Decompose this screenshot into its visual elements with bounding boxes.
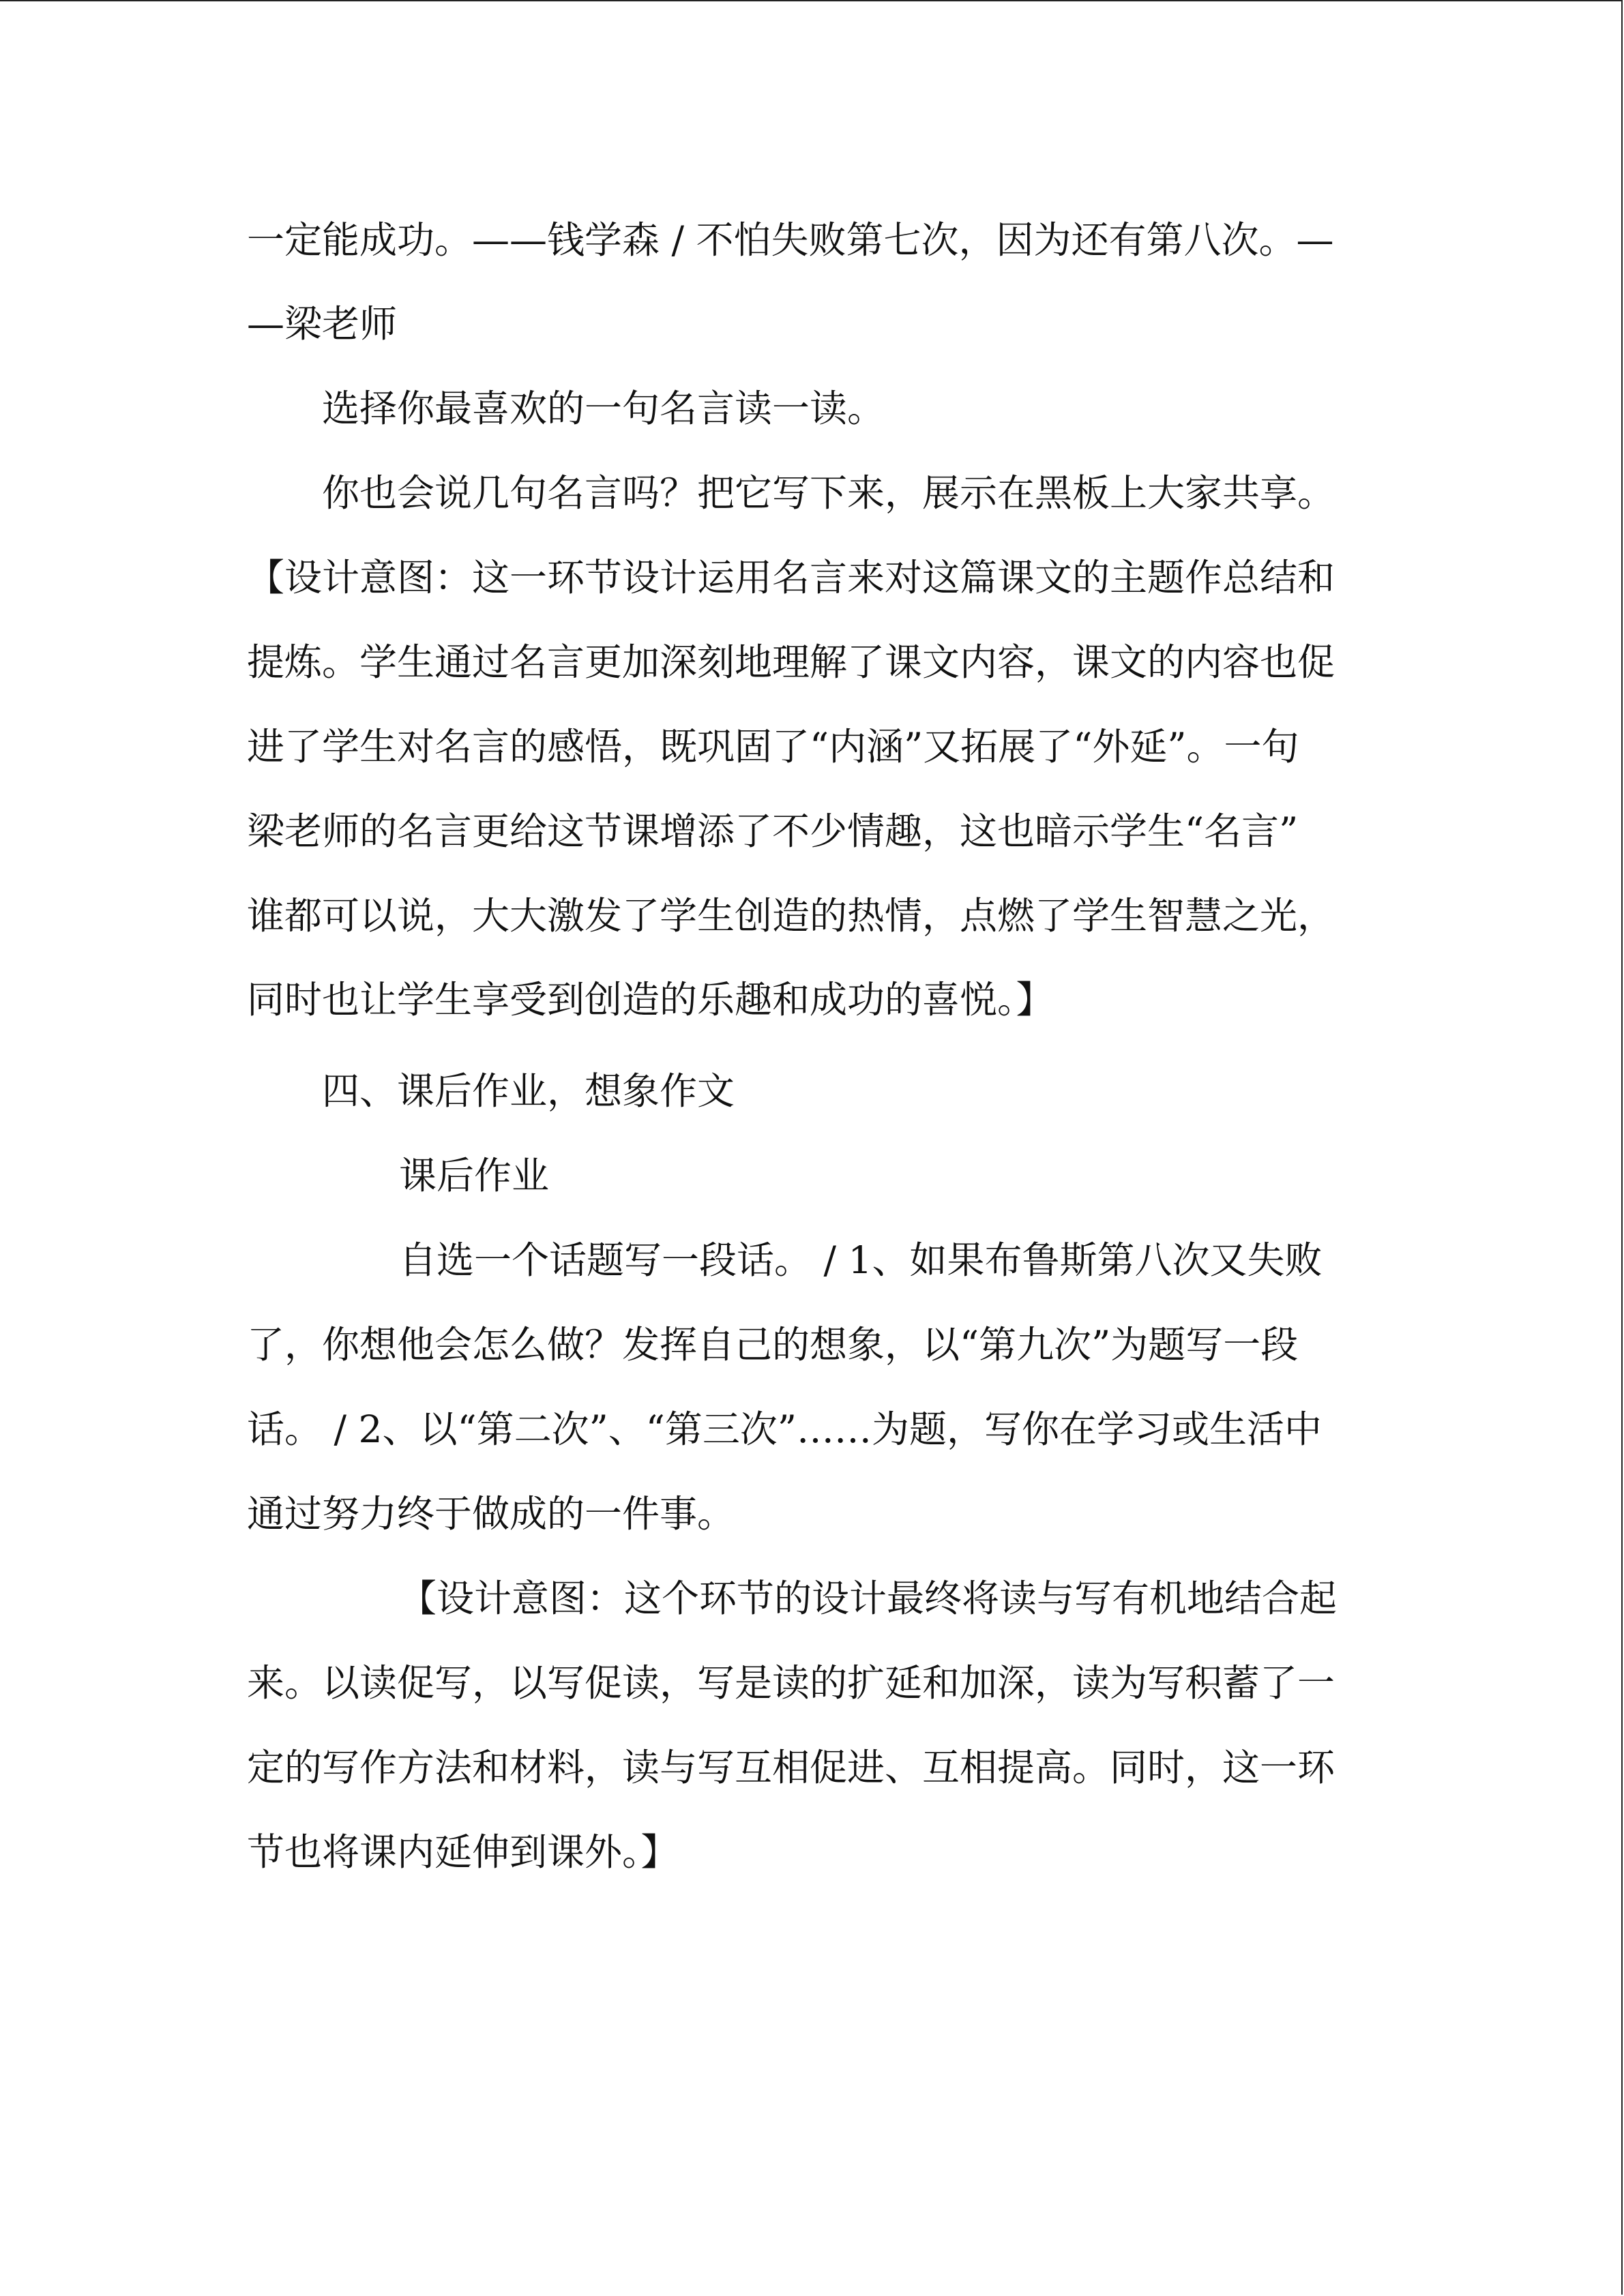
text-line-8: 梁老师的名言更给这节课增添了不少情趣，这也暗示学生“名言” bbox=[247, 809, 1299, 853]
subheading: 课后作业 bbox=[399, 1154, 550, 1197]
text-line-17: 【设计意图：这个环节的设计最终将读与写有机地结合起 bbox=[399, 1577, 1338, 1620]
text-line-5: 【设计意图：这一环节设计运用名言来对这篇课文的主题作总结和 bbox=[247, 556, 1335, 599]
text-line-10: 同时也让学生享受到创造的乐趣和成功的喜悦。】 bbox=[247, 978, 1054, 1022]
text-line-15: 话。 / 2、以“第二次”、“第三次”……为题，写你在学习或生活中 bbox=[247, 1407, 1322, 1451]
text-line-4: 你也会说几句名言吗？把它写下来，展示在黑板上大家共享。 bbox=[322, 471, 1335, 515]
text-line-6: 提炼。学生通过名言更加深刻地理解了课文内容，课文的内容也促 bbox=[247, 640, 1335, 684]
text-line-3: 选择你最喜欢的一句名言读一读。 bbox=[322, 387, 885, 430]
text-line-16: 通过努力终于做成的一件事。 bbox=[247, 1492, 735, 1536]
text-line-14: 了，你想他会怎么做？发挥自己的想象，以“第九次”为题写一段 bbox=[247, 1323, 1299, 1367]
text-line-7: 进了学生对名言的感悟，既巩固了“内涵”又拓展了“外延”。一句 bbox=[247, 725, 1299, 769]
text-line-20: 节也将课内延伸到课外。】 bbox=[247, 1830, 679, 1874]
text-line-13: 自选一个话题写一段话。 / 1、如果布鲁斯第八次又失败 bbox=[399, 1238, 1323, 1282]
text-line-18: 来。以读促写，以写促读，写是读的扩延和加深，读为写积蓄了一 bbox=[247, 1661, 1335, 1705]
section-heading: 四、课后作业，想象作文 bbox=[322, 1069, 735, 1113]
text-line-1: 一定能成功。——钱学森 / 不怕失败第七次，因为还有第八次。— bbox=[247, 218, 1334, 262]
text-line-9: 谁都可以说，大大激发了学生创造的热情，点燃了学生智慧之光， bbox=[247, 894, 1335, 938]
text-line-2: —梁老师 bbox=[247, 302, 398, 346]
text-line-19: 定的写作方法和材料，读与写互相促进、互相提高。同时，这一环 bbox=[247, 1746, 1335, 1789]
